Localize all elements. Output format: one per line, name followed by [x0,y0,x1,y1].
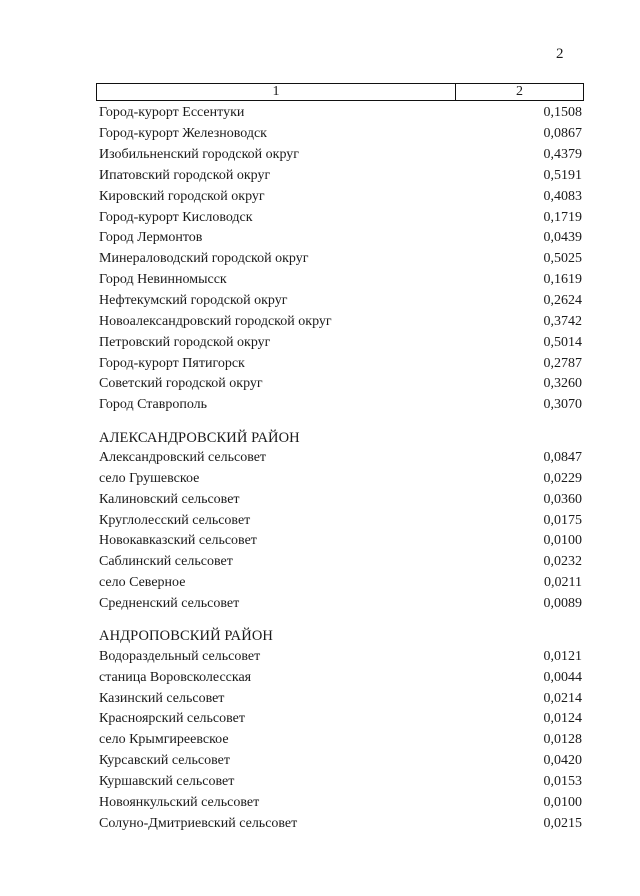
row-value: 0,0229 [543,470,582,486]
table-row [99,311,584,332]
header-column-1: 1 [97,84,456,100]
row-value: 0,1719 [543,209,582,225]
row-value: 0,0100 [543,533,582,549]
row-name: Новоянкульский сельсовет [99,794,260,810]
table-row [99,145,584,166]
row-value: 0,2787 [543,355,582,371]
row-value: 0,0232 [543,554,582,570]
row-name: Советский городской округ [99,376,263,392]
row-value: 0,2624 [543,293,582,309]
table-row [99,552,584,573]
row-name: Город Ставрополь [99,397,208,413]
row-name: Нефтекумский городской округ [99,293,288,309]
table-row [99,813,584,834]
row-name: Город-курорт Железноводск [99,126,267,142]
table-row [99,448,584,469]
row-value: 0,0121 [543,648,582,664]
row-name: Александровский сельсовет [99,450,267,466]
section-gap [99,614,584,626]
table-row [99,469,584,490]
table-row [99,395,584,416]
table-row [99,207,584,228]
row-value: 0,1508 [543,105,582,121]
page-number: 2 [556,46,564,62]
row-value: 0,0124 [543,711,582,727]
row-name: Водораздельный сельсовет [99,648,261,664]
table-row [99,792,584,813]
row-value: 0,4083 [543,188,582,204]
table-row [99,374,584,395]
row-value: 0,0153 [543,773,582,789]
row-value: 0,0867 [543,126,582,142]
row-value: 0,0044 [543,669,582,685]
table-row [99,291,584,312]
table-body [99,103,584,834]
table-row [99,573,584,594]
row-name: Город Невинномысск [99,272,227,288]
row-name: Средненский сельсовет [99,595,240,611]
table-row [99,709,584,730]
row-name: Куршавский сельсовет [99,773,235,789]
row-name: Ипатовский городской округ [99,167,271,183]
row-name: Город Лермонтов [99,230,203,246]
row-value: 0,0100 [543,794,582,810]
table-row [99,249,584,270]
table-row [99,667,584,688]
row-name: Казинский сельсовет [99,690,225,706]
table-row [99,228,584,249]
table-row [99,332,584,353]
section-title: АНДРОПОВСКИЙ РАЙОН [99,628,273,645]
row-name: Солуно-Дмитриевский сельсовет [99,815,298,831]
row-value: 0,3070 [543,397,582,413]
row-value: 0,0214 [543,690,582,706]
row-name: село Крымгиреевское [99,732,229,748]
table-row [99,510,584,531]
table-row [99,730,584,751]
row-value: 0,4379 [543,147,582,163]
table-row [99,771,584,792]
table-row [99,489,584,510]
row-value: 0,0420 [543,753,582,769]
row-value: 0,0175 [543,512,582,528]
row-name: Город-курорт Пятигорск [99,355,245,371]
table-row [99,353,584,374]
row-name: Город-курорт Ессентуки [99,105,245,121]
row-value: 0,5025 [543,251,582,267]
row-value: 0,0128 [543,732,582,748]
table-row [99,124,584,145]
table-row [99,531,584,552]
row-value: 0,1619 [543,272,582,288]
row-name: станица Воровсколесская [99,669,252,685]
row-value: 0,0215 [543,815,582,831]
row-name: Круглолесский сельсовет [99,512,251,528]
row-name: Минераловодский городской округ [99,251,309,267]
row-value: 0,0439 [543,230,582,246]
row-value: 0,0847 [543,450,582,466]
table-header [96,83,584,101]
row-name: Красноярский сельсовет [99,711,245,727]
row-value: 0,0360 [543,491,582,507]
table-row [99,688,584,709]
table-row [99,270,584,291]
row-value: 0,5014 [543,334,582,350]
row-name: Саблинский сельсовет [99,554,233,570]
row-value: 0,5191 [543,167,582,183]
row-name: Петровский городской округ [99,334,271,350]
table-row [99,103,584,124]
table-row [99,186,584,207]
row-name: Новоалександровский городской округ [99,313,332,329]
row-name: село Грушевское [99,470,200,486]
section-gap [99,416,584,428]
header-column-2: 2 [516,84,523,99]
row-name: Калиновский сельсовет [99,491,240,507]
row-name: Новокавказский сельсовет [99,533,257,549]
table-row [99,166,584,187]
row-value: 0,3260 [543,376,582,392]
table-row [99,594,584,615]
row-name: Город-курорт Кисловодск [99,209,253,225]
table-row [99,751,584,772]
row-name: Курсавский сельсовет [99,753,230,769]
row-value: 0,0089 [543,595,582,611]
row-value: 0,3742 [543,313,582,329]
row-name: Кировский городской округ [99,188,265,204]
section-title: АЛЕКСАНДРОВСКИЙ РАЙОН [99,429,300,446]
row-name: село Северное [99,575,186,591]
row-value: 0,0211 [544,575,582,591]
table-row [99,646,584,667]
row-name: Изобильненский городской округ [99,147,300,163]
